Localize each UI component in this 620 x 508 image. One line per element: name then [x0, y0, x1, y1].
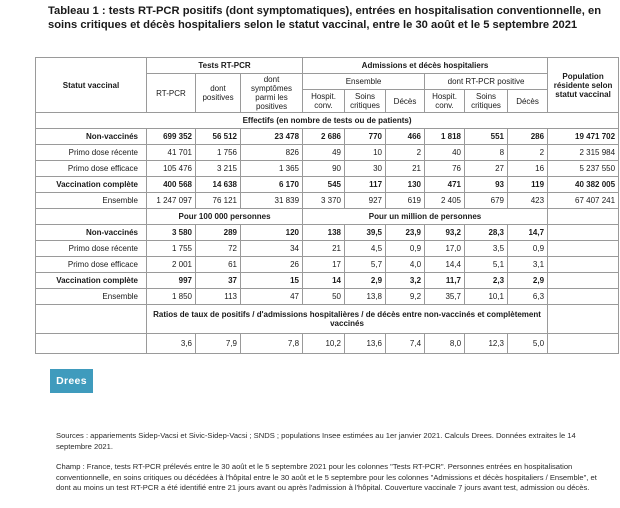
header-soins-critiques: Soins critiques — [345, 90, 386, 113]
table-cell: 12,3 — [465, 334, 508, 354]
row-label: Primo dose récente — [36, 145, 147, 161]
table-row — [36, 334, 619, 354]
table-cell: 3,5 — [465, 241, 508, 257]
table-cell: 826 — [241, 145, 303, 161]
table-cell: 19 471 702 — [548, 129, 619, 145]
table-cell: 2,9 — [508, 273, 548, 289]
table-cell: 119 — [508, 177, 548, 193]
table-cell: 34 — [241, 241, 303, 257]
table-row — [36, 177, 619, 193]
table-cell: 10 — [345, 145, 386, 161]
table-cell: 1 247 097 — [147, 193, 196, 209]
table-cell: 8,0 — [425, 334, 465, 354]
table-cell: 699 352 — [147, 129, 196, 145]
table-cell: 770 — [345, 129, 386, 145]
table-cell: 10,1 — [465, 289, 508, 305]
table-cell: 13,8 — [345, 289, 386, 305]
table-cell: 1 755 — [147, 241, 196, 257]
table-cell: 117 — [345, 177, 386, 193]
table-cell: 1 365 — [241, 161, 303, 177]
section-blank — [548, 209, 619, 225]
table-cell: 2 — [386, 145, 425, 161]
row-label: Primo dose récente — [36, 241, 147, 257]
header-soins-critiques-positive: Soins critiques — [465, 90, 508, 113]
header-hospit-conv: Hospit. conv. — [303, 90, 345, 113]
table-cell: 679 — [465, 193, 508, 209]
table-cell: 0,9 — [386, 241, 425, 257]
table-row — [36, 225, 619, 241]
table-cell: 76 — [425, 161, 465, 177]
table-cell: 619 — [386, 193, 425, 209]
table-cell: 5,0 — [508, 334, 548, 354]
table-cell: 1 756 — [196, 145, 241, 161]
table-cell: 551 — [465, 129, 508, 145]
row-label: Vaccination complète — [36, 177, 147, 193]
table-cell: 14 638 — [196, 177, 241, 193]
table-cell: 40 — [425, 145, 465, 161]
row-label: Non-vaccinés — [36, 225, 147, 241]
row-label: Ensemble — [36, 193, 147, 209]
table-cell: 105 476 — [147, 161, 196, 177]
table-cell: 2 405 — [425, 193, 465, 209]
table-cell: 8 — [465, 145, 508, 161]
header-tests-group: Tests RT-PCR — [147, 58, 303, 74]
table-row — [36, 241, 619, 257]
table-row — [36, 257, 619, 273]
table-row — [36, 145, 619, 161]
table-cell: 16 — [508, 161, 548, 177]
table-cell: 3,1 — [508, 257, 548, 273]
table-title: Tableau 1 : tests RT-PCR positifs (dont symptomatiques), entrées en hospitalisation conventionnelle, en soins critiques et décès hospitaliers selon le statut vaccinal, entre le 30 août et le 5 septembre 2021 — [48, 5, 602, 31]
table-cell — [548, 334, 619, 354]
table-cell: 7,9 — [196, 334, 241, 354]
header-dont-symptomes: dont symptômes parmi les positives — [241, 74, 303, 113]
table-row — [36, 161, 619, 177]
table-cell: 35,7 — [425, 289, 465, 305]
table-cell: 28,3 — [465, 225, 508, 241]
table-cell: 3 215 — [196, 161, 241, 177]
table-cell: 17 — [303, 257, 345, 273]
header-hospit-conv-positive: Hospit. conv. — [425, 90, 465, 113]
table-cell: 4,0 — [386, 257, 425, 273]
table-cell: 7,4 — [386, 334, 425, 354]
table-cell: 21 — [386, 161, 425, 177]
table-cell — [548, 289, 619, 305]
table-cell: 10,2 — [303, 334, 345, 354]
table-cell: 1 818 — [425, 129, 465, 145]
table-cell: 3 580 — [147, 225, 196, 241]
table-cell: 0,9 — [508, 241, 548, 257]
header-rtpcr: RT-PCR — [147, 74, 196, 113]
table-cell: 545 — [303, 177, 345, 193]
table-cell: 3,6 — [147, 334, 196, 354]
section-blank — [36, 209, 147, 225]
section-blank — [548, 305, 619, 334]
table-cell: 90 — [303, 161, 345, 177]
header-statut: Statut vaccinal — [36, 58, 147, 113]
row-label — [36, 334, 147, 354]
table-cell: 93,2 — [425, 225, 465, 241]
table-cell: 471 — [425, 177, 465, 193]
table-cell: 6,3 — [508, 289, 548, 305]
table-cell — [548, 225, 619, 241]
table-cell: 289 — [196, 225, 241, 241]
table-cell: 400 568 — [147, 177, 196, 193]
table-cell: 286 — [508, 129, 548, 145]
table-cell: 61 — [196, 257, 241, 273]
section-pour-100k: Pour 100 000 personnes — [147, 209, 303, 225]
table-cell: 17,0 — [425, 241, 465, 257]
table-cell: 997 — [147, 273, 196, 289]
section-ratios: Ratios de taux de positifs / d'admissions hospitalières / de décès entre non-vaccinés et complètement vaccinés — [147, 305, 548, 334]
table-cell: 41 701 — [147, 145, 196, 161]
sources-note: Sources : appariements Sidep-Vacsi et Sivic-Sidep-Vacsi ; SNDS ; populations Insee estimées au 1er janvier 2021. Calculs Drees. Données extraites le 14 septembre 2021. — [56, 431, 576, 451]
table-cell: 14,4 — [425, 257, 465, 273]
table-cell: 1 850 — [147, 289, 196, 305]
table-cell: 2 315 984 — [548, 145, 619, 161]
table-cell: 113 — [196, 289, 241, 305]
table-cell: 3 370 — [303, 193, 345, 209]
table-cell: 2,9 — [345, 273, 386, 289]
section-blank — [36, 305, 147, 334]
table-cell: 76 121 — [196, 193, 241, 209]
table-cell: 37 — [196, 273, 241, 289]
table-cell: 26 — [241, 257, 303, 273]
table-cell: 7,8 — [241, 334, 303, 354]
data-table — [35, 57, 619, 354]
section-pour-million: Pour un million de personnes — [303, 209, 548, 225]
table-cell: 30 — [345, 161, 386, 177]
header-deces-positive: Décès — [508, 90, 548, 113]
table-cell: 56 512 — [196, 129, 241, 145]
table-cell: 130 — [386, 177, 425, 193]
table-cell: 21 — [303, 241, 345, 257]
table-cell: 47 — [241, 289, 303, 305]
table-cell: 23,9 — [386, 225, 425, 241]
header-dont-rtpcr-positive: dont RT-PCR positive — [425, 74, 548, 90]
table-cell: 14 — [303, 273, 345, 289]
table-cell: 466 — [386, 129, 425, 145]
table-cell — [548, 241, 619, 257]
table-cell: 93 — [465, 177, 508, 193]
table-cell: 120 — [241, 225, 303, 241]
table-cell: 927 — [345, 193, 386, 209]
header-deces: Décès — [386, 90, 425, 113]
table-cell: 72 — [196, 241, 241, 257]
table-cell: 13,6 — [345, 334, 386, 354]
table-cell: 5 237 550 — [548, 161, 619, 177]
table-cell: 2 — [508, 145, 548, 161]
header-ensemble: Ensemble — [303, 74, 425, 90]
header-admissions-group: Admissions et décès hospitaliers — [303, 58, 548, 74]
table-cell: 27 — [465, 161, 508, 177]
table-cell: 50 — [303, 289, 345, 305]
table-cell: 5,7 — [345, 257, 386, 273]
section-effectifs: Effectifs (en nombre de tests ou de patients) — [36, 113, 619, 129]
row-label: Primo dose efficace — [36, 257, 147, 273]
table-cell: 4,5 — [345, 241, 386, 257]
champ-note: Champ : France, tests RT-PCR prélevés entre le 30 août et le 5 septembre 2021 pour les colonnes "Tests RT-PCR". Personnes entrées en hospitalisation conventionnelle, en soins critiques ou décédées à l'hôpital entre le 30 août et le 5 septembre pour les colonnes "Admissions et décès hospitaliers / Ensemble", et dont au moins un test RT-PCR a été identifié entre 21 jours avant ou après l'admission à l'hôpital. Couverture vaccinale 7 jours avant test, admission ou décès. — [56, 462, 597, 493]
row-label: Ensemble — [36, 289, 147, 305]
table-cell: 31 839 — [241, 193, 303, 209]
table-cell: 67 407 241 — [548, 193, 619, 209]
table-cell: 9,2 — [386, 289, 425, 305]
header-population: Population résidente selon statut vaccinal — [548, 58, 619, 113]
table-cell: 11,7 — [425, 273, 465, 289]
table-cell — [548, 273, 619, 289]
table-cell: 23 478 — [241, 129, 303, 145]
row-label: Vaccination complète — [36, 273, 147, 289]
header-dont-positives: dont positives — [196, 74, 241, 113]
row-label: Primo dose efficace — [36, 161, 147, 177]
row-label: Non-vaccinés — [36, 129, 147, 145]
table-cell: 6 170 — [241, 177, 303, 193]
table-cell: 138 — [303, 225, 345, 241]
table-cell: 49 — [303, 145, 345, 161]
table-cell — [548, 257, 619, 273]
table-cell: 3,2 — [386, 273, 425, 289]
table-row — [36, 273, 619, 289]
table-cell: 2 686 — [303, 129, 345, 145]
table-cell: 14,7 — [508, 225, 548, 241]
table-cell: 15 — [241, 273, 303, 289]
table-cell: 2 001 — [147, 257, 196, 273]
table-row — [36, 193, 619, 209]
drees-logo: Drees — [50, 369, 93, 393]
table-cell: 39,5 — [345, 225, 386, 241]
table-cell: 5,1 — [465, 257, 508, 273]
table-row — [36, 289, 619, 305]
table-cell: 2,3 — [465, 273, 508, 289]
table-cell: 40 382 005 — [548, 177, 619, 193]
table-row — [36, 129, 619, 145]
table-cell: 423 — [508, 193, 548, 209]
